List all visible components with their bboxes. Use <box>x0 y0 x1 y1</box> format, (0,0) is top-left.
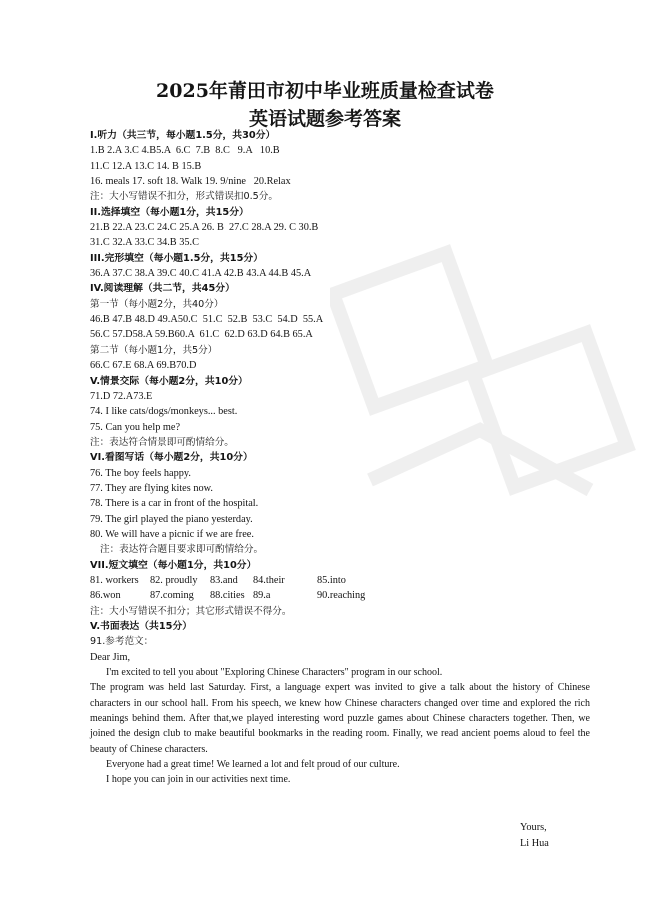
exam-subtitle: 英语试题参考答案 <box>248 108 401 130</box>
answer-line: 77. They are flying kites now. <box>90 482 213 494</box>
section-heading-reading: IV.阅读理解（共二节，共45分） <box>90 283 235 295</box>
section-heading-picture-writing: VI.看图写话（每小题2分，共10分） <box>90 452 253 464</box>
letter-paragraph: Everyone had a great time! We learned a lot and felt proud of our culture. <box>106 759 400 771</box>
answer-item: 82. proudly <box>150 574 198 586</box>
note-text: 注：表达符合情景即可酌情给分。 <box>90 436 234 448</box>
letter-paragraph: I hope you can join in our activities next time. <box>106 774 291 786</box>
section-heading-writing: V.书面表达（共15分） <box>90 621 193 632</box>
answer-item: 85.into <box>317 574 346 586</box>
part-heading: 第二节（每小题1分，共5分） <box>90 344 218 356</box>
answer-row <box>90 573 590 588</box>
answer-line: 79. The girl played the piano yesterday. <box>90 513 253 525</box>
section-heading-listening: I.听力（共三节，每小题1.5分，共30分） <box>90 130 276 141</box>
letter-paragraph: The program was held last Saturday. First, a language expert was invited to give a talk about the history of Chinese characters in our school hall. From his speech, we knew how Chinese characters changed over time and explored the rich meanings behind them. After that,we played interesting word puzzle games about Chinese characters together. Then, we joined the design club to make beautiful bookmarks in the reading room. Finally, we read ancient poems aloud to feel the beauty of Chinese characters. <box>90 682 590 755</box>
note-text: 注：表达符合题目要求即可酌情给分。 <box>100 544 264 556</box>
section-heading-multiple-choice: II.选择填空（每小题1分，共15分） <box>90 206 249 218</box>
answer-line: 74. I like cats/dogs/monkeys... best. <box>90 406 238 418</box>
answer-line: 31.C 32.A 33.C 34.B 35.C <box>90 237 199 249</box>
letter-greeting: Dear Jim, <box>90 651 131 663</box>
exam-title: 2025年莆田市初中毕业班质量检查试卷 <box>156 80 494 102</box>
answer-item: 86.won <box>90 590 121 602</box>
answer-line: 11.C 12.A 13.C 14. B 15.B <box>90 160 202 172</box>
answer-content <box>90 128 590 788</box>
answer-line: 46.B 47.B 48.D 49.A50.C 51.C 52.B 53.C 54.D 55.A <box>90 314 324 326</box>
note-text: 注：大小写错误不扣分，形式错误扣0.5分。 <box>90 191 278 203</box>
answer-line: 1.B 2.A 3.C 4.B5.A 6.C 7.B 8.C 9.A 10.B <box>90 145 280 157</box>
note-text: 注：大小写错误不扣分；其它形式错误不得分。 <box>90 605 292 617</box>
letter-signature: Li Hua <box>520 838 549 849</box>
answer-item: 88.cities <box>210 590 245 602</box>
answer-line: 80. We will have a picnic if we are free. <box>90 528 254 540</box>
letter-closing: Yours, <box>520 822 547 833</box>
answer-item: 89.a <box>253 590 271 602</box>
answer-line: 78. There is a car in front of the hospital. <box>90 498 259 510</box>
answer-line: 36.A 37.C 38.A 39.C 40.C 41.A 42.B 43.A 44.B 45.A <box>90 268 312 280</box>
answer-line: 76. The boy feels happy. <box>90 467 191 479</box>
answer-line: 21.B 22.A 23.C 24.C 25.A 26. B 27.C 28.A 29. C 30.B <box>90 222 319 234</box>
section-heading-passage-fill: VII.短文填空（每小题1分，共10分） <box>90 559 257 571</box>
answer-item: 83.and <box>210 574 238 586</box>
answer-line: 66.C 67.E 68.A 69.B70.D <box>90 360 197 372</box>
answer-row <box>90 588 590 603</box>
answer-line: 16. meals 17. soft 18. Walk 19. 9/nine 20.Relax <box>90 176 291 188</box>
answer-line: 71.D 72.A73.E <box>90 390 153 402</box>
section-heading-dialogue: V.情景交际（每小题2分，共10分） <box>90 375 248 387</box>
answer-item: 90.reaching <box>317 590 366 602</box>
answer-line: 56.C 57.D58.A 59.B60.A 61.C 62.D 63.D 64.B 65.A <box>90 329 313 341</box>
answer-item: 84.their <box>253 574 285 586</box>
answer-item: 81. workers <box>90 574 139 586</box>
answer-line: 75. Can you help me? <box>90 421 181 433</box>
sample-label: 91.参考范文： <box>90 636 154 648</box>
section-heading-cloze: III.完形填空（每小题1.5分，共15分） <box>90 252 264 264</box>
letter-paragraph: I'm excited to tell you about "Exploring Chinese Characters" program in our school. <box>106 667 443 679</box>
answer-item: 87.coming <box>150 590 194 602</box>
part-heading: 第一节（每小题2分，共40分） <box>90 298 224 310</box>
